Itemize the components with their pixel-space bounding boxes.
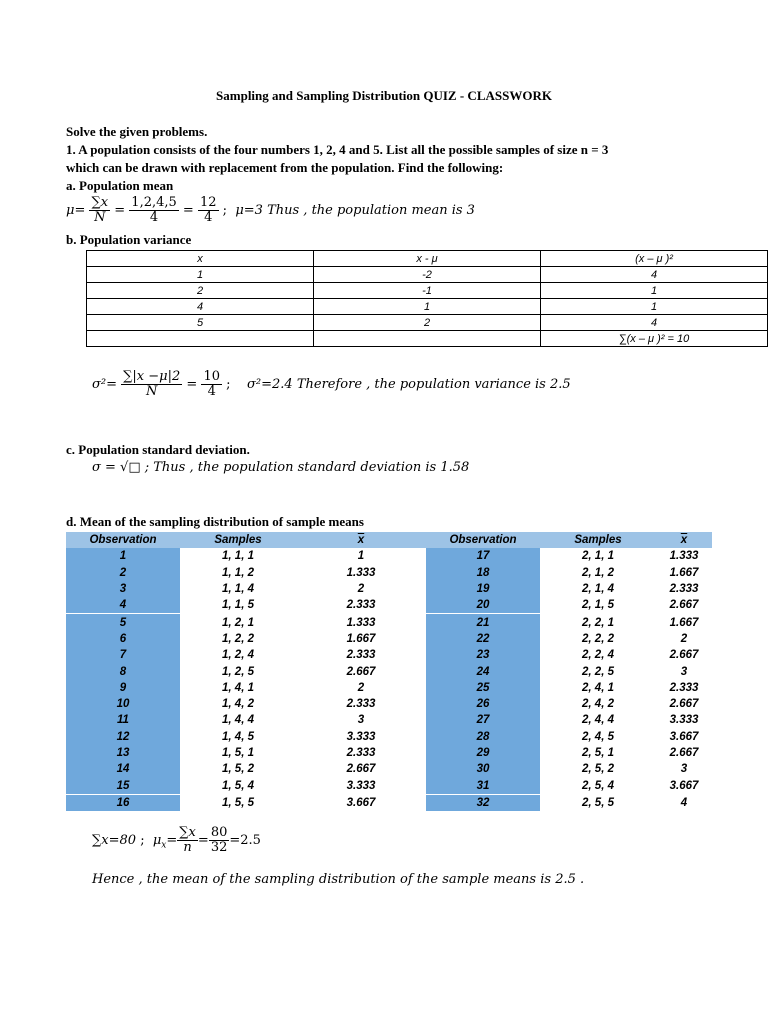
observation-cell: 19 — [426, 581, 540, 597]
equals-sign: = — [197, 833, 209, 848]
mean-lhs: μ= — [66, 203, 86, 218]
equals-sign: = — [166, 833, 178, 848]
samples-cell: 2, 4, 1 — [582, 681, 614, 694]
sample-mean-cell: 2.667 — [669, 649, 699, 662]
variance-conclusion: Therefore , the population variance is 2.5 — [296, 377, 571, 392]
samples-cell: 2, 5, 1 — [582, 747, 614, 759]
table-row — [66, 745, 712, 761]
sample-mean-cell: 2 — [357, 681, 365, 694]
variance-header-cell: (x – μ )² — [541, 251, 768, 267]
variance-fraction-2: $\frac{10}{4}$ — [203, 369, 220, 399]
sample-mean-cell: 2.333 — [669, 681, 699, 694]
variance-cell: 1 — [541, 283, 768, 299]
sample-mean-result: =2.5 — [229, 833, 261, 848]
variance-lhs: σ²= — [92, 377, 117, 392]
observation-cell: 25 — [426, 680, 540, 696]
variance-header-cell: x — [87, 251, 314, 267]
samples-cell: 1, 4, 5 — [222, 730, 254, 743]
variance-cell — [314, 331, 541, 347]
observation-cell: 12 — [66, 729, 180, 745]
equals-sign: = — [114, 203, 126, 218]
sample-mean-cell: 2.667 — [346, 763, 376, 776]
sample-mean-cell: 3.667 — [296, 794, 426, 811]
sample-mean-equation — [92, 826, 261, 855]
sample-mean-cell: 1.667 — [669, 566, 699, 579]
header-observation: Observation — [66, 532, 180, 548]
table-row — [66, 680, 712, 696]
problem-statement-line1: 1. A population consists of the four numbers 1, 2, 4 and 5. List all the possible samples of size n = 3 — [66, 142, 609, 157]
samples-cell: 2, 2, 1 — [540, 614, 656, 631]
sample-mean-cell: 3 — [680, 665, 688, 678]
separator: ; — [222, 203, 228, 218]
equals-sign: = — [186, 377, 198, 392]
variance-cell: 1 — [541, 299, 768, 315]
variance-row — [87, 267, 768, 283]
observation-cell: 6 — [66, 631, 180, 647]
samples-cell: 2, 5, 4 — [582, 779, 614, 792]
observation-cell: 31 — [426, 777, 540, 794]
samples-cell: 2, 2, 5 — [582, 665, 614, 678]
observation-cell: 8 — [66, 663, 180, 679]
sample-mean-cell: 3 — [357, 714, 365, 727]
final-conclusion: Hence , the mean of the sampling distribution of the sample means is 2.5 . — [92, 872, 585, 887]
sample-mean-cell: 2.333 — [346, 747, 376, 759]
sample-mean-cell: 2.333 — [346, 599, 376, 612]
mean-result: μ=3 — [235, 203, 263, 218]
sample-mean-cell: 3.667 — [669, 779, 699, 792]
table-row — [66, 614, 712, 631]
observation-cell: 15 — [66, 777, 180, 794]
variance-table — [86, 250, 768, 347]
table-row — [66, 761, 712, 777]
sample-mean-cell: 3.333 — [346, 730, 376, 743]
samples-cell: 1, 2, 4 — [222, 649, 254, 662]
samples-cell: 1, 5, 4 — [222, 779, 254, 792]
table-row — [66, 631, 712, 647]
sum-of-means: ∑x=80 — [92, 833, 137, 848]
variance-cell: 2 — [314, 315, 541, 331]
variance-row — [87, 331, 768, 347]
samples-cell: 2, 5, 2 — [582, 763, 614, 776]
variance-cell: 4 — [541, 315, 768, 331]
table-row — [66, 565, 712, 581]
variance-cell — [87, 331, 314, 347]
samples-cell: 2, 2, 2 — [582, 632, 614, 645]
sample-mean-cell: 2.333 — [346, 698, 376, 711]
sample-mean-fraction-2: $\frac{80}{32}$ — [210, 825, 228, 855]
observation-cell: 9 — [66, 680, 180, 696]
sd-equation: σ = √□ ; Thus , the population standard deviation is 1.58 — [92, 460, 470, 475]
part-c-heading: c. Population standard deviation. — [66, 442, 250, 457]
sample-mean-cell: 1.333 — [296, 614, 426, 631]
mean-fraction-3: $\frac{12}{4}$ — [199, 195, 217, 225]
sample-mean-cell: 2.667 — [669, 698, 699, 711]
observation-cell: 17 — [426, 548, 540, 564]
sample-mean-cell: 2.667 — [346, 665, 376, 678]
observation-cell: 2 — [66, 565, 180, 581]
samples-cell: 1, 1, 2 — [222, 566, 254, 579]
header-observation: Observation — [426, 532, 540, 548]
samples-cell: 1, 1, 1 — [222, 550, 254, 563]
sample-mean-cell: 3.333 — [346, 779, 376, 792]
samples-cell: 1, 2, 2 — [222, 632, 254, 645]
variance-cell: 1 — [314, 299, 541, 315]
sample-mean-cell: 2 — [357, 583, 365, 596]
variance-cell: ∑(x – μ )² = 10 — [541, 331, 768, 347]
observation-cell: 23 — [426, 647, 540, 663]
instructions: Solve the given problems. — [66, 124, 208, 139]
header-xbar: $\overline{x}$ — [296, 532, 426, 548]
sample-mean-cell: 1.333 — [346, 566, 376, 579]
variance-cell: 4 — [87, 299, 314, 315]
table-row — [66, 663, 712, 679]
header-samples: Samples — [540, 532, 656, 548]
samples-cell: 1, 1, 4 — [222, 583, 254, 596]
observation-cell: 18 — [426, 565, 540, 581]
samples-cell: 2, 5, 5 — [540, 794, 656, 811]
samples-header-row — [66, 532, 712, 548]
variance-cell: 4 — [541, 267, 768, 283]
table-row — [66, 696, 712, 712]
samples-cell: 2, 4, 5 — [582, 730, 614, 743]
table-row — [66, 548, 712, 564]
samples-cell: 2, 4, 2 — [582, 698, 614, 711]
observation-cell: 5 — [66, 614, 180, 631]
observation-cell: 26 — [426, 696, 540, 712]
mean-conclusion: Thus , the population mean is 3 — [267, 203, 475, 218]
variance-cell: 1 — [87, 267, 314, 283]
variance-cell: 2 — [87, 283, 314, 299]
samples-cell: 1, 2, 1 — [180, 614, 296, 631]
sample-mean-cell: 4 — [656, 794, 712, 811]
samples-table — [66, 532, 712, 811]
variance-row — [87, 299, 768, 315]
sample-mean-cell: 1 — [357, 550, 365, 563]
part-d-heading: d. Mean of the sampling distribution of sample means — [66, 514, 364, 529]
observation-cell: 7 — [66, 647, 180, 663]
observation-cell: 24 — [426, 663, 540, 679]
samples-cell: 2, 2, 4 — [582, 649, 614, 662]
observation-cell: 29 — [426, 745, 540, 761]
table-row — [66, 597, 712, 614]
mean-fraction-2: $\frac{1,2,4,5}{4}$ — [131, 195, 177, 225]
observation-cell: 27 — [426, 712, 540, 728]
observation-cell: 28 — [426, 729, 540, 745]
sample-mean-cell: 3.333 — [669, 714, 699, 727]
table-row — [66, 581, 712, 597]
samples-cell: 2, 1, 2 — [582, 566, 614, 579]
table-row — [66, 647, 712, 663]
variance-cell: -1 — [314, 283, 541, 299]
samples-cell: 2, 1, 5 — [582, 599, 614, 612]
variance-header-cell: x - μ — [314, 251, 541, 267]
samples-cell: 1, 5, 1 — [222, 747, 254, 759]
samples-cell: 1, 2, 5 — [222, 665, 254, 678]
header-samples: Samples — [180, 532, 296, 548]
sample-mean-cell: 2.333 — [669, 583, 699, 596]
mu-symbol: μ — [152, 833, 162, 848]
sample-mean-cell: 3.667 — [669, 730, 699, 743]
samples-cell: 1, 4, 1 — [222, 681, 254, 694]
table-row — [66, 729, 712, 745]
separator: ; — [140, 833, 145, 848]
observation-cell: 16 — [66, 794, 180, 811]
samples-cell: 1, 4, 4 — [222, 714, 254, 727]
observation-cell: 20 — [426, 597, 540, 614]
observation-cell: 3 — [66, 581, 180, 597]
sample-mean-cell: 1.667 — [346, 632, 376, 645]
variance-cell: 5 — [87, 315, 314, 331]
separator: ; — [226, 377, 231, 392]
mean-fraction-1: $\frac{\sum x}{N}$ — [91, 195, 109, 225]
sample-mean-cell: 2 — [680, 632, 688, 645]
samples-cell: 2, 1, 1 — [582, 550, 614, 563]
samples-cell: 1, 5, 2 — [222, 763, 254, 776]
sample-mean-cell: 2.667 — [669, 599, 699, 612]
sample-mean-cell: 2.333 — [346, 649, 376, 662]
variance-equation — [92, 370, 571, 399]
equals-sign: = — [182, 203, 194, 218]
table-row — [66, 712, 712, 728]
samples-cell: 1, 4, 2 — [222, 698, 254, 711]
sample-mean-cell: 1.333 — [669, 550, 699, 563]
header-xbar: $\overline{x}$ — [656, 532, 712, 548]
observation-cell: 22 — [426, 631, 540, 647]
mean-equation — [66, 196, 475, 225]
observation-cell: 11 — [66, 712, 180, 728]
page-title: Sampling and Sampling Distribution QUIZ - CLASSWORK — [216, 88, 552, 103]
problem-statement-line2: which can be drawn with replacement from the population. Find the following: — [66, 160, 504, 175]
sample-mean-fraction-1: $\frac{\sum x}{n}$ — [179, 825, 196, 855]
table-row — [66, 777, 712, 794]
observation-cell: 1 — [66, 548, 180, 564]
sample-mean-cell: 3 — [680, 763, 688, 776]
observation-cell: 21 — [426, 614, 540, 631]
samples-cell: 2, 4, 4 — [582, 714, 614, 727]
samples-cell: 2, 1, 4 — [582, 583, 614, 596]
observation-cell: 13 — [66, 745, 180, 761]
part-a-heading: a. Population mean — [66, 178, 174, 193]
observation-cell: 10 — [66, 696, 180, 712]
variance-row — [87, 315, 768, 331]
variance-header-row — [87, 251, 768, 267]
observation-cell: 14 — [66, 761, 180, 777]
table-row — [66, 794, 712, 811]
samples-cell: 1, 5, 5 — [180, 794, 296, 811]
samples-cell: 1, 1, 5 — [222, 599, 254, 612]
variance-fraction-1: $\frac{\sum|x -\mu|2}{N}$ — [123, 369, 181, 399]
part-b-heading: b. Population variance — [66, 232, 192, 247]
observation-cell: 30 — [426, 761, 540, 777]
observation-cell: 4 — [66, 597, 180, 614]
sample-mean-cell: 2.667 — [669, 747, 699, 759]
observation-cell: 32 — [426, 794, 540, 811]
sample-mean-cell: 1.667 — [656, 614, 712, 631]
variance-cell: -2 — [314, 267, 541, 283]
variance-result: σ²=2.4 — [247, 377, 293, 392]
variance-row — [87, 283, 768, 299]
mu-subscript: x — [161, 840, 167, 851]
